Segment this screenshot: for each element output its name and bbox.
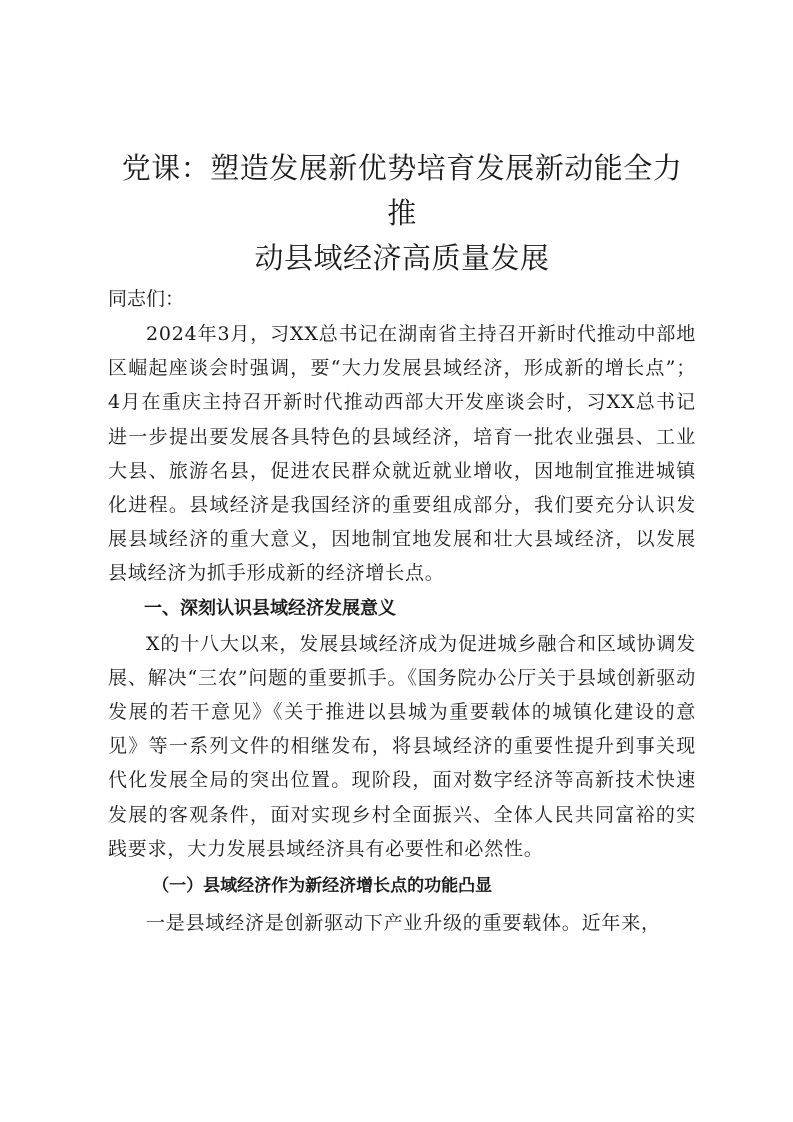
document-title-line-1: 党课：塑造发展新优势培育发展新动能全力推 <box>121 151 683 230</box>
subsection-heading-1: （一）县域经济作为新经济增长点的功能凸显 <box>152 876 493 897</box>
document-title-line-2: 动县域经济高质量发展 <box>254 241 550 275</box>
section-heading-1: 一、深刻认识县域经济发展意义 <box>144 597 396 619</box>
paragraph-1: 2024年3月，习XX总书记在湖南省主持召开新时代推动中部地区崛起座谈会时强调，要“大力发展县域经济，形成新的增长点”；4月在重庆主持召开新时代推动西部大开发座谈会时，习XX总书记进一步提出要发展各具特色的县域经济，培育一批农业强县、工业大县、旅游名县，促进农民群众就近就业增收，因地制宜推进城镇化进程。县域经济是我国经济的重要组成部分，我们要充分认识发展县域经济的重大意义，因地制宜地发展和壮大县域经济，以发展县域经济为抓手形成新的经济增长点。 <box>108 323 696 585</box>
paragraph-2: X的十八大以来，发展县域经济成为促进城乡融合和区域协调发展、解决“三农”问题的重要抓手。《国务院办公厅关于县域创新驱动发展的若干意见》《关于推进以县城为重要载体的城镇化建设的意见》等一系列文件的相继发布，将县域经济的重要性提升到事关现代化发展全局的突出位置。现阶段，面对数字经济等高新技术快速发展的客观条件，面对实现乡村全面振兴、全体人民共同富裕的实践要求，大力发展县域经济具有必要性和必然性。 <box>108 632 696 860</box>
paragraph-3: 一是县域经济是创新驱动下产业升级的重要载体。近年来， <box>146 912 661 935</box>
document-page <box>108 146 696 940</box>
salutation: 同志们： <box>108 288 185 310</box>
